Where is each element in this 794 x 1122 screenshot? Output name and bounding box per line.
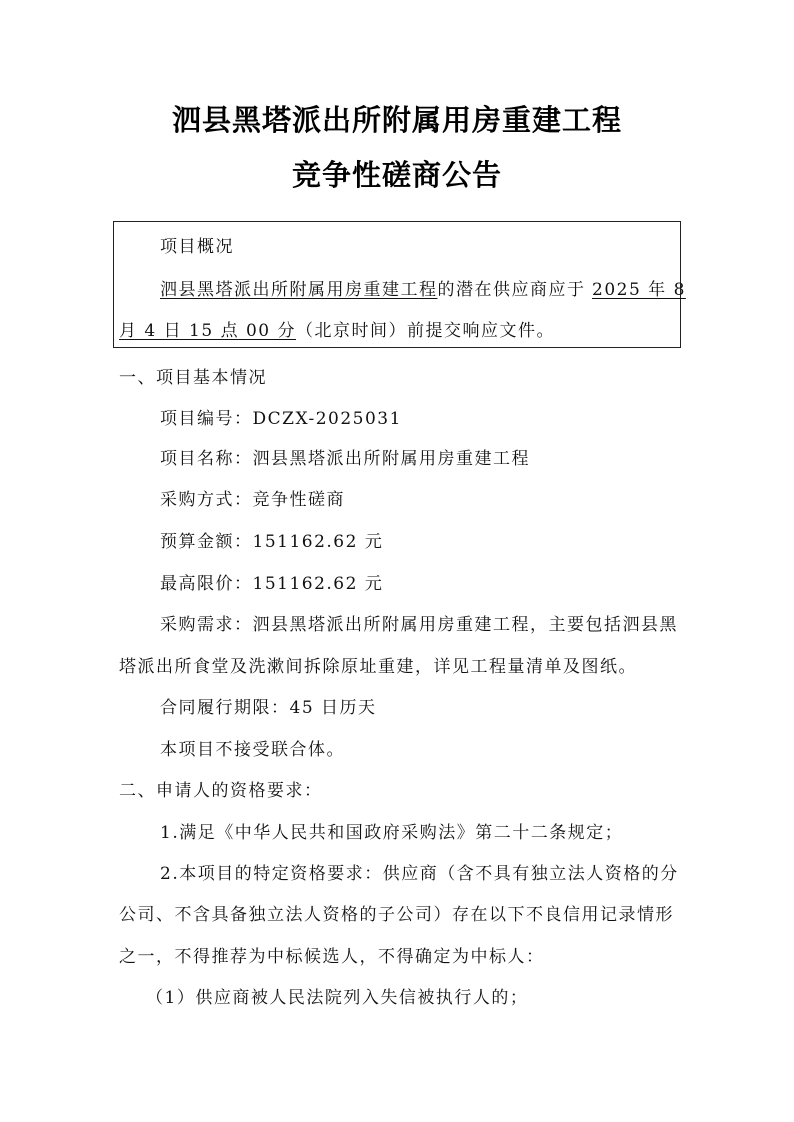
overview-line1: [160, 275, 586, 300]
section2-item: 公司、不含具备独立法人资格的子公司）存在以下不良信用记录情形: [119, 905, 674, 925]
section2-heading: 二、申请人的资格要求：: [119, 781, 323, 801]
overview-heading: 项目概况: [160, 237, 234, 257]
section2-item: 2.本项目的特定资格要求：供应商（含不具有独立法人资格的分: [160, 864, 679, 884]
section1-item: 项目编号：DCZX-2025031: [160, 409, 402, 429]
section1-item: 塔派出所食堂及洗漱间拆除原址重建，详见工程量清单及图纸。: [119, 657, 637, 677]
overview-line2: [119, 316, 555, 341]
section1-item: 采购需求：泗县黑塔派出所附属用房重建工程，主要包括泗县黑: [160, 615, 678, 635]
overview-text-end: （北京时间）前提交响应文件。: [296, 321, 556, 341]
overview-text-mid: 的潜在供应商应于: [437, 280, 586, 300]
overview-project-name: 泗县黑塔派出所附属用房重建工程: [160, 280, 438, 300]
section2-item: 之一，不得推荐为中标候选人，不得确定为中标人：: [119, 947, 545, 967]
document-title-line2: 竞争性磋商公告: [291, 158, 502, 192]
section1-item: 项目名称：泗县黑塔派出所附属用房重建工程: [160, 449, 530, 469]
section1-heading: 一、项目基本情况: [119, 368, 267, 388]
overview-deadline-part1: 2025 年 8: [592, 280, 686, 300]
section2-item: （1）供应商被人民法院列入失信被执行人的；: [146, 988, 529, 1008]
document-title-line1: 泗县黑塔派出所附属用房重建工程: [171, 103, 622, 137]
section2-item: 1.满足《中华人民共和国政府采购法》第二十二条规定；: [160, 823, 624, 843]
section1-item: 采购方式：竞争性磋商: [160, 490, 345, 510]
section1-item: 最高限价：151162.62 元: [160, 574, 384, 594]
section1-item: 本项目不接受联合体。: [160, 740, 345, 760]
section1-item: 合同履行期限：45 日历天: [160, 698, 377, 718]
section1-item: 预算金额：151162.62 元: [160, 532, 384, 552]
overview-deadline-part2: 月 4 日 15 点 00 分: [119, 321, 297, 341]
